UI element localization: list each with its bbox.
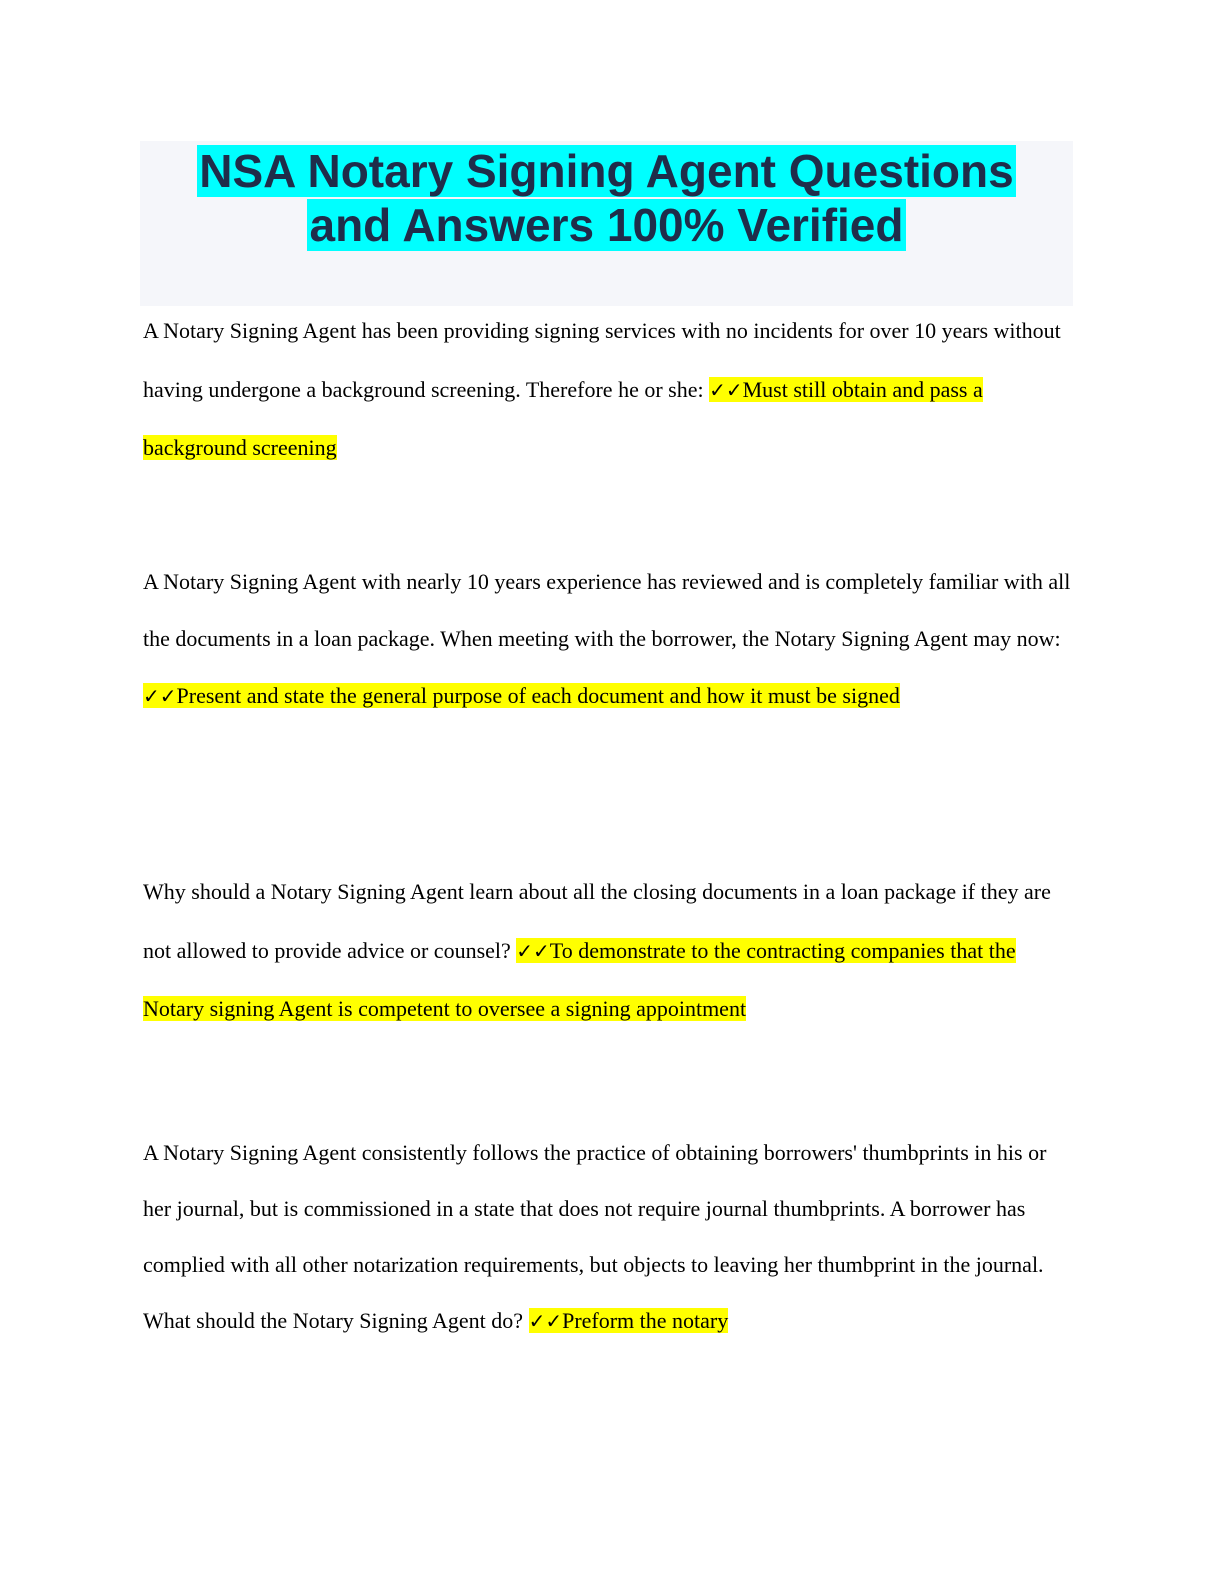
answer-highlight (529, 1308, 729, 1333)
answer-highlight (143, 683, 900, 708)
check-marks-icon: ✓✓ (709, 377, 743, 402)
answer-text: Present and state the general purpose of each document and how it must be signed (176, 683, 900, 708)
qa-item (143, 863, 1078, 1039)
title-line-1: NSA Notary Signing Agent Questions (199, 145, 1014, 197)
answer-text: To demonstrate to the contracting companies that the Notary signing Agent is competent to oversee a signing appointment (143, 937, 1016, 1021)
answer-text: Preform the notary (562, 1308, 729, 1333)
check-marks-icon: ✓✓ (528, 1309, 563, 1333)
qa-item (143, 302, 1078, 478)
title-line-2: and Answers 100% Verified (309, 199, 904, 251)
document-title (140, 141, 1073, 306)
question-text: A Notary Signing Agent with nearly 10 years experience has reviewed and is completely familiar with all the documents in a loan package. When meeting with the borrower, the Notary Signing Agent may now: (143, 569, 1071, 651)
answer-text: Must still obtain and pass a background screening (143, 376, 983, 460)
question-text: A Notary Signing Agent has been providing signing services with no incidents for over 10 years without having undergone a background screening. Therefore he or she: (143, 318, 1061, 402)
question-text: A Notary Signing Agent consistently follows the practice of obtaining borrowers' thumbprints in his or her journal, but is commissioned in a state that does not require journal thumbprints. A borrower has complied with all other notarization requirements, but objects to leaving her thumbprint in the journal. What should the Notary Signing Agent do? (143, 1140, 1047, 1333)
question-text: Why should a Notary Signing Agent learn about all the closing documents in a loan package if they are not allowed to provide advice or counsel? (143, 879, 1051, 963)
qa-item (143, 553, 1078, 725)
check-marks-icon: ✓✓ (143, 684, 177, 708)
check-marks-icon: ✓✓ (516, 938, 550, 963)
qa-item (143, 1125, 1078, 1349)
